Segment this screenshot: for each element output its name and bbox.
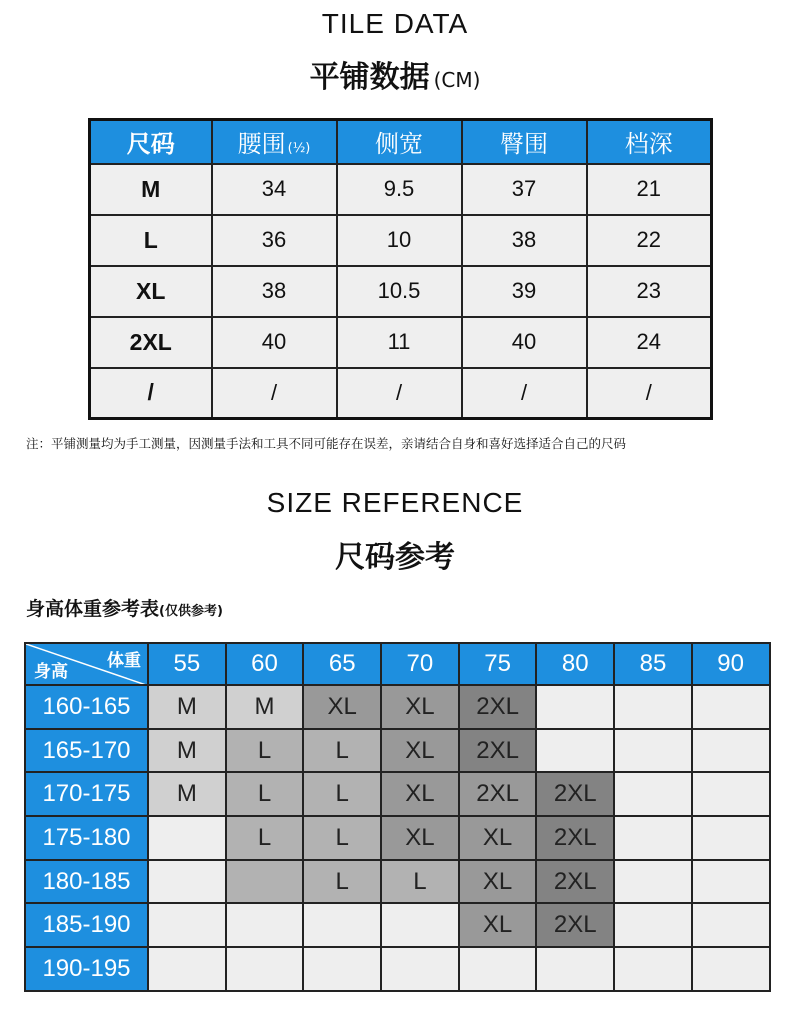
tile-header-waist-label: 腰围 xyxy=(237,130,286,159)
reference-table-title xyxy=(26,594,223,621)
size-cell xyxy=(459,947,537,991)
tile-cell: 36 xyxy=(212,215,337,266)
reference-row xyxy=(25,860,770,904)
tile-header-hip: 臀围 xyxy=(462,120,587,164)
size-cell xyxy=(614,685,692,729)
tile-cell-size: M xyxy=(90,164,212,215)
size-cell xyxy=(614,772,692,816)
size-cell: XL xyxy=(459,860,537,904)
size-reference-table xyxy=(24,642,771,992)
size-cell xyxy=(692,685,770,729)
size-cell: L xyxy=(303,816,381,860)
tile-cell: 38 xyxy=(462,215,587,266)
size-cell: L xyxy=(303,772,381,816)
size-cell: L xyxy=(381,860,459,904)
size-cell xyxy=(303,947,381,991)
weight-header-cell: 65 xyxy=(303,643,381,685)
reference-table-title-text: 身高体重参考表 xyxy=(26,598,160,620)
tile-row xyxy=(90,368,712,419)
weight-header-cell: 55 xyxy=(148,643,226,685)
size-cell: XL xyxy=(381,729,459,773)
tile-data-subtitle-text: 平铺数据 xyxy=(309,60,430,95)
size-cell xyxy=(226,947,304,991)
size-cell xyxy=(614,729,692,773)
tile-data-title: TILE DATA xyxy=(321,8,469,39)
tile-cell: 11 xyxy=(337,317,462,368)
tile-data-table xyxy=(88,118,713,420)
tile-header-row xyxy=(90,120,712,164)
size-cell: XL xyxy=(381,685,459,729)
tile-cell: 23 xyxy=(587,266,712,317)
size-cell xyxy=(226,903,304,947)
reference-row xyxy=(25,816,770,860)
size-reference-title: SIZE REFERENCE xyxy=(266,487,524,518)
size-cell xyxy=(692,903,770,947)
tile-data-unit: (CM) xyxy=(433,68,481,92)
size-cell: 2XL xyxy=(536,903,614,947)
size-cell xyxy=(148,947,226,991)
size-cell xyxy=(381,947,459,991)
size-cell xyxy=(536,729,614,773)
weight-header-cell: 60 xyxy=(226,643,304,685)
size-cell: 2XL xyxy=(536,860,614,904)
tile-cell: 22 xyxy=(587,215,712,266)
weight-header-cell: 75 xyxy=(459,643,537,685)
height-range-cell: 190-195 xyxy=(25,947,148,991)
weight-header-cell: 70 xyxy=(381,643,459,685)
tile-header-size: 尺码 xyxy=(90,120,212,164)
size-cell: XL xyxy=(459,903,537,947)
height-range-cell: 175-180 xyxy=(25,816,148,860)
tile-cell: / xyxy=(587,368,712,419)
tile-cell-size: 2XL xyxy=(90,317,212,368)
tile-header-rise: 档深 xyxy=(587,120,712,164)
tile-cell: 39 xyxy=(462,266,587,317)
corner-height-label: 身高 xyxy=(34,662,68,682)
weight-header-cell: 80 xyxy=(536,643,614,685)
reference-table-title-note: (仅供参考) xyxy=(159,604,223,619)
height-range-cell: 160-165 xyxy=(25,685,148,729)
tile-cell: 34 xyxy=(212,164,337,215)
tile-cell: 24 xyxy=(587,317,712,368)
tile-row xyxy=(90,164,712,215)
size-cell: 2XL xyxy=(459,685,537,729)
tile-cell: / xyxy=(212,368,337,419)
tile-cell: / xyxy=(337,368,462,419)
size-cell xyxy=(226,860,304,904)
size-cell xyxy=(692,729,770,773)
size-cell xyxy=(692,816,770,860)
tile-cell: 37 xyxy=(462,164,587,215)
size-cell xyxy=(692,947,770,991)
reference-row xyxy=(25,947,770,991)
measurement-note: 注：平铺测量均为手工测量，因测量手法和工具不同可能存在误差，亲请结合自身和喜好选择适合自己的尺码 xyxy=(26,436,627,451)
size-cell: XL xyxy=(381,816,459,860)
size-cell: M xyxy=(148,729,226,773)
tile-header-side-width: 侧宽 xyxy=(337,120,462,164)
size-cell xyxy=(536,685,614,729)
size-cell: L xyxy=(303,729,381,773)
weight-header-cell: 90 xyxy=(692,643,770,685)
reference-row xyxy=(25,729,770,773)
reference-header-row xyxy=(25,643,770,685)
size-cell xyxy=(148,903,226,947)
size-cell: XL xyxy=(459,816,537,860)
size-cell: 2XL xyxy=(459,729,537,773)
size-cell xyxy=(614,816,692,860)
tile-row xyxy=(90,317,712,368)
size-cell: L xyxy=(226,816,304,860)
size-cell xyxy=(692,860,770,904)
size-cell: L xyxy=(226,729,304,773)
tile-cell: 10 xyxy=(337,215,462,266)
tile-cell: 10.5 xyxy=(337,266,462,317)
tile-cell: 40 xyxy=(462,317,587,368)
tile-header-waist-sub: (½) xyxy=(287,141,311,157)
size-cell xyxy=(381,903,459,947)
reference-row xyxy=(25,903,770,947)
tile-data-subtitle xyxy=(0,52,790,96)
tile-cell: 40 xyxy=(212,317,337,368)
tile-cell: / xyxy=(462,368,587,419)
height-range-cell: 185-190 xyxy=(25,903,148,947)
size-cell: M xyxy=(226,685,304,729)
height-range-cell: 165-170 xyxy=(25,729,148,773)
size-cell xyxy=(614,947,692,991)
size-cell xyxy=(148,816,226,860)
size-cell: L xyxy=(303,860,381,904)
size-cell: M xyxy=(148,772,226,816)
size-reference-subtitle: 尺码参考 xyxy=(335,540,455,575)
tile-cell: 38 xyxy=(212,266,337,317)
tile-cell-size: / xyxy=(90,368,212,419)
height-range-cell: 180-185 xyxy=(25,860,148,904)
size-cell xyxy=(692,772,770,816)
size-cell xyxy=(148,860,226,904)
size-cell: XL xyxy=(381,772,459,816)
tile-row xyxy=(90,215,712,266)
size-cell: 2XL xyxy=(536,772,614,816)
tile-cell-size: L xyxy=(90,215,212,266)
size-cell: L xyxy=(226,772,304,816)
size-cell xyxy=(614,903,692,947)
tile-header-waist xyxy=(212,120,337,164)
tile-cell: 21 xyxy=(587,164,712,215)
size-cell: 2XL xyxy=(536,816,614,860)
size-cell xyxy=(303,903,381,947)
size-cell xyxy=(536,947,614,991)
reference-corner-cell xyxy=(25,643,148,685)
tile-row xyxy=(90,266,712,317)
tile-cell: 9.5 xyxy=(337,164,462,215)
reference-row xyxy=(25,685,770,729)
size-cell xyxy=(614,860,692,904)
reference-row xyxy=(25,772,770,816)
tile-cell-size: XL xyxy=(90,266,212,317)
size-cell: 2XL xyxy=(459,772,537,816)
weight-header-cell: 85 xyxy=(614,643,692,685)
size-cell: XL xyxy=(303,685,381,729)
corner-weight-label: 体重 xyxy=(107,651,141,671)
height-range-cell: 170-175 xyxy=(25,772,148,816)
size-cell: M xyxy=(148,685,226,729)
